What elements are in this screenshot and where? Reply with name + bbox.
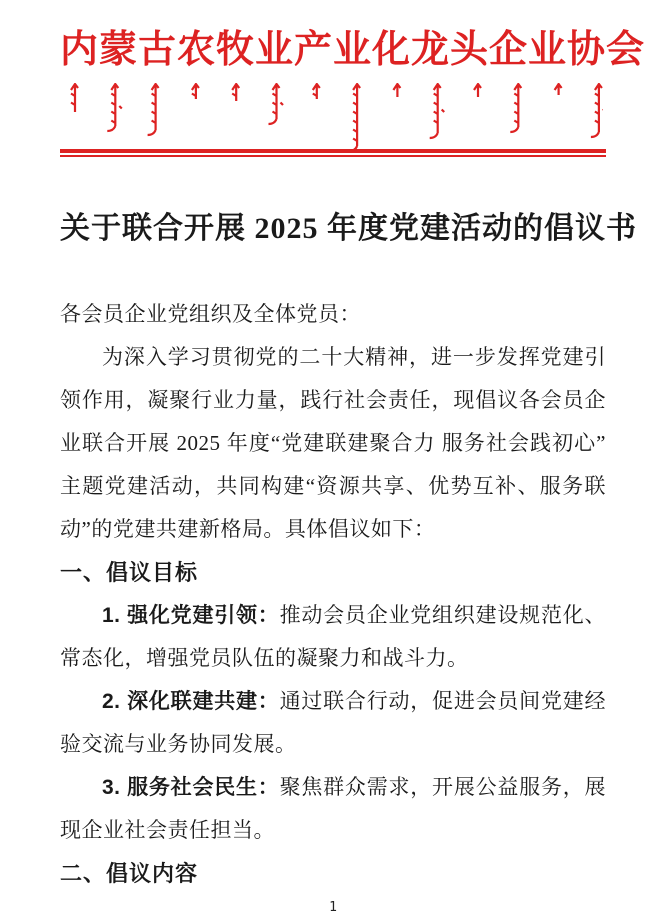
goal-2-lead: 2. 深化联建共建： [102,690,280,713]
goal-1-lead: 1. 强化党建引领： [102,604,280,627]
letterhead [60,24,646,157]
org-name-title: 内蒙古农牧业产业化龙头企业协会 [60,29,646,71]
goal-item-3 [60,766,606,852]
salutation-line: 各会员企业党组织及全体党员： [60,302,361,326]
page-number: 1 [329,900,337,915]
goal-1-text: 推动会员企业党组织建设规范化、常态化，增强党员队伍的凝聚力和战斗力。 [60,603,607,670]
goal-item-1 [60,594,606,680]
section-heading-goals: 一、倡议目标 [60,560,199,585]
red-divider-thin-line [60,155,606,157]
goal-item-2 [60,680,606,766]
intro-paragraph: 为深入学习贯彻党的二十大精神，进一步发挥党建引领作用，凝聚行业力量，践行社会责任，现倡议各会员企业联合开展 2025 年度“党建联建聚合力 服务社会践初心”主题党建活动，共同构建“资源共享、优势互补、服务联动”的党建共建新格局。具体倡议如下： [60,345,606,541]
mongolian-script-icon [63,83,603,149]
goal-3-text: 聚焦群众需求，开展公益服务，展现企业社会责任担当。 [60,775,607,842]
goal-2-text: 通过联合行动，促进会员间党建经验交流与业务协同发展。 [60,689,607,756]
document-body [60,205,637,895]
document-title: 关于联合开展 2025 年度党建活动的倡议书 [60,212,637,245]
goal-3-lead: 3. 服务社会民生： [102,776,280,799]
section-heading-content: 二、倡议内容 [60,861,199,886]
red-divider [60,149,606,157]
body-text-block [60,293,606,895]
